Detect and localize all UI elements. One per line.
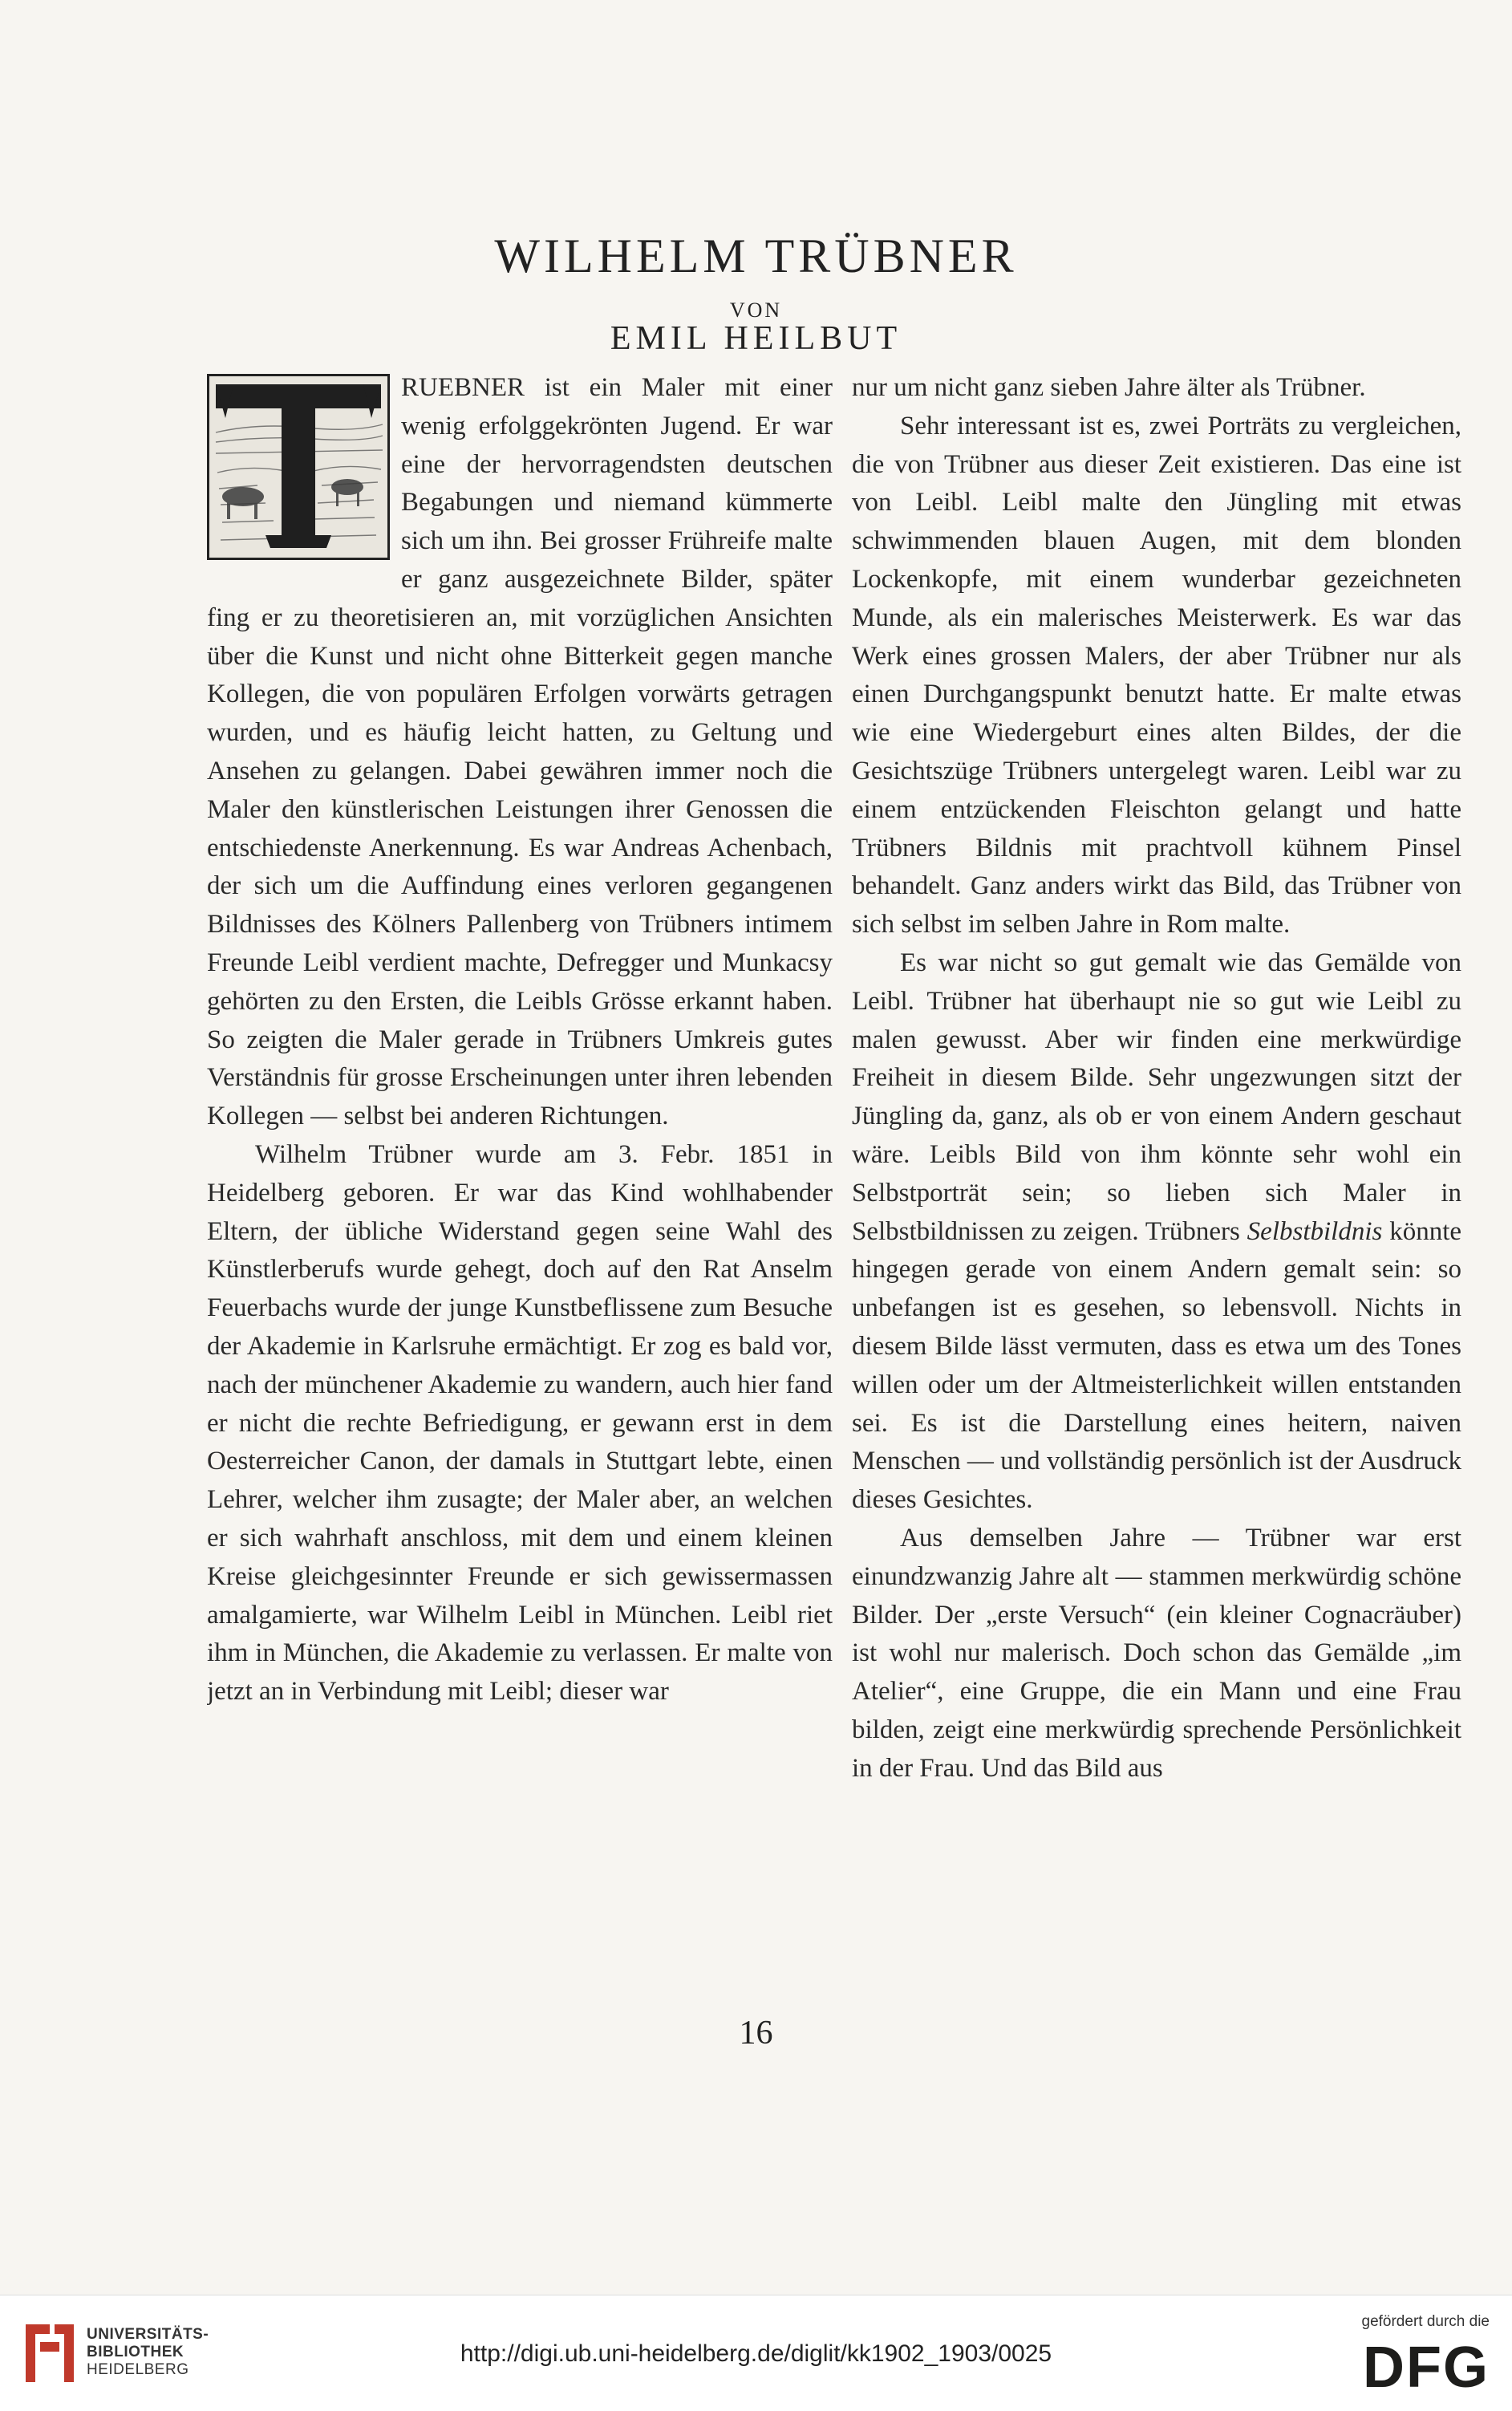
decorated-initial-letter: [207, 374, 390, 560]
library-line-2: BIBLIOTHEK: [87, 2344, 184, 2360]
paragraph-5-text: Es war nicht so gut gemalt wie das Gemälde von Leibl. Trübner hat überhaupt nie so gut wie Leibl zu malen gewusst. Aber wir finden eine merkwürdige Freiheit in diesem Bilde. Sehr ungezwungen sitzt der Jüngling da, ganz, als ob er von einem Andern geschaut wäre. Leibls Bild von ihm könnte sehr wohl ein Selbstporträt sein; so lieben sich Maler in Selbstbildnissen zu zeigen. Trübners: [852, 948, 1461, 1246]
funding-note: gefördert durch die: [1361, 2313, 1490, 2330]
byline-von: VON: [729, 298, 783, 322]
right-column: [852, 369, 1461, 2006]
left-column: [207, 369, 833, 2006]
paragraph-5-continued: könnte hingegen gerade von einem Andern gemalt sein: so unbefangen ist es gesehen, so lebensvoll. Nichts in diesem Bilde lässt vermuten, dass es etwa um des Tones willen oder um der Altmeisterlichkeit willen entstanden sei. Es ist die Darstellung eines heitern, naiven Menschen — und vollständig persönlich ist der Ausdruck dieses Gesichtes.: [852, 1216, 1461, 1515]
library-line-3: HEIDELBERG: [87, 2361, 189, 2378]
paragraph-4: Sehr interessant ist es, zwei Porträts zu vergleichen, die von Trübner aus dieser Zeit existieren. Das eine ist von Leibl. Leibl malte den Jüngling mit etwas schwimmenden blauen Augen, mit dem blonden Lockenkopfe, mit einem wunderbar gezeichneten Munde, als ein malerisches Meisterwerk. Es war das Werk eines grossen Malers, der aber Trübner nur als einen Durchgangspunkt benutzt hatte. Er malte etwas wie eine Wiedergeburt eines alten Bildes, der die Gesichtszüge Trübners untergelegt waren. Leibl war zu einem entzückenden Fleischton gelangt und hatte Trübners Bildnis mit prachtvoll kühnem Pinsel behandelt. Ganz anders wirkt das Bild, das Trübner von sich selbst im selben Jahre in Rom malte.: [852, 411, 1461, 940]
library-line-1: UNIVERSITÄTS-: [87, 2326, 209, 2343]
dfg-logo: DFG: [1363, 2336, 1490, 2400]
article-author: EMIL HEILBUT: [610, 320, 902, 357]
paragraph-5: [852, 944, 1461, 1520]
paragraph-3: nur um nicht ganz sieben Jahre älter als Trübner.: [852, 373, 1366, 402]
paragraph-2: Wilhelm Trübner wurde am 3. Febr. 1851 in Heidelberg geboren. Er war das Kind wohlhabender Eltern, der übliche Widerstand gegen seine Wahl des Künstlerberufs wurde gehegt, doch auf den Rat Anselm Feuerbachs wurde der junge Kunstbeflissene zum Besuche der Akademie in Karlsruhe ermächtigt. Er zog es bald vor, nach der münchener Akademie zu wandern, auch hier fand er nicht die rechte Befriedigung, er gewann erst in dem Oesterreicher Canon, der damals in Stuttgart lebte, einen Lehrer, welcher ihm zusagte; der Maler aber, an welchen er sich wahrhaft anschloss, mit dem und einem kleinen Kreise gleichgesinnter Freunde er sich gewissermassen amalgamierte, war Wilhelm Leibl in München. Leibl riet ihm in München, die Akademie zu verlassen. Er malte von jetzt an in Verbindung mit Leibl; dieser war: [207, 1139, 833, 1707]
permalink-url[interactable]: http://digi.ub.uni-heidelberg.de/diglit/kk1902_1903/0025: [460, 2340, 1052, 2367]
italic-selbstbildnis: Selbstbildnis: [1246, 1216, 1383, 1246]
initial-landscape-illustration: [209, 376, 387, 558]
digitization-footer: [0, 2295, 1512, 2411]
page-number: 16: [739, 2015, 773, 2052]
paragraph-6: Aus demselben Jahre — Trübner war erst einundzwanzig Jahre alt — stammen merkwürdig schöne Bilder. Der „erste Versuch“ (ein kleiner Cognacräuber) ist wohl nur malerisch. Doch schon das Gemälde „im Atelier“, eine Gruppe, die ein Mann und eine Frau bilden, zeigt eine merkwürdig sprechende Persönlichkeit in der Frau. Und das Bild aus: [852, 1523, 1461, 1783]
paragraph-1: RUEBNER ist ein Maler mit einer wenig erfolggekrönten Jugend. Er war eine der hervorragendsten deutschen Begabungen und niemand kümmerte sich um ihn. Bei grosser Frühreife malte er ganz ausgezeichnete Bilder, später fing er zu theoretisieren an, mit vorzüglichen Ansichten über die Kunst und nicht ohne Bitterkeit gegen manche Kollegen, die von populären Erfolgen vorwärts getragen wurden, und es häufig leicht hatten, zu Geltung und Ansehen zu gelangen. Dabei gewähren immer noch die Maler den künstlerischen Leistungen ihrer Genossen die entschiedenste Anerkennung. Es war Andreas Achenbach, der sich um die Auffindung eines verloren gegangenen Bildnisses des Kölners Pallenberg von Trübners intimem Freunde Leibl verdient machte, Defregger und Munkacsy gehörten zu den Ersten, die Leibls Grösse erkannt haben. So zeigten die Maler gerade in Trübners Umkreis gutes Verständnis für grosse Erscheinungen unter ihren lebenden Kollegen — selbst bei anderen Richtungen.: [207, 373, 833, 1131]
article-title: WILHELM TRÜBNER: [494, 229, 1018, 282]
